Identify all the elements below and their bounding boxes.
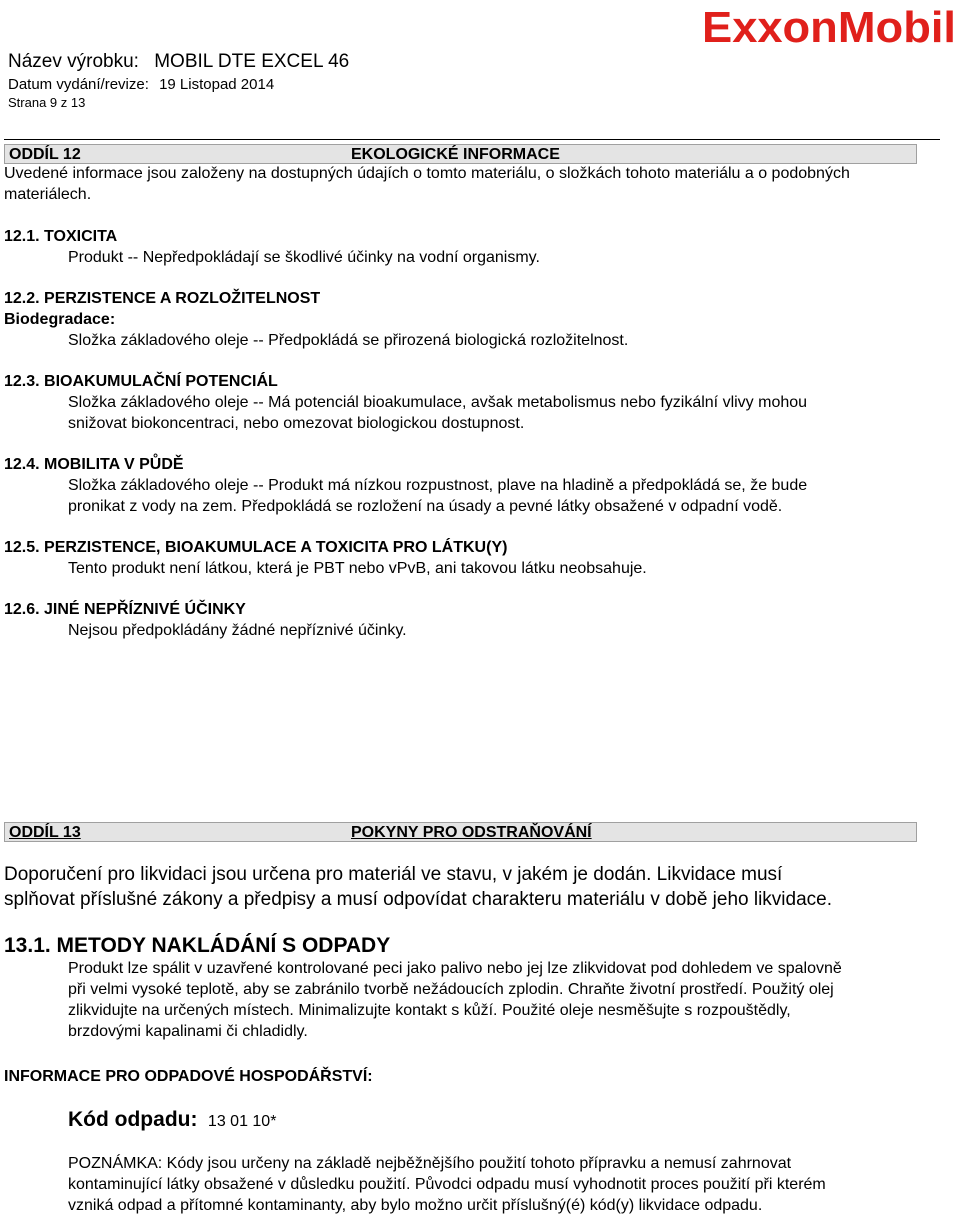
revision-date-value: 19 Listopad 2014: [159, 76, 275, 93]
section-13-intro-line2: splňovat příslušné zákony a předpisy a musí odpovídat charakteru materiálu v době jeho likvidace.: [4, 889, 833, 910]
section-12-3-heading: 12.3. BIOAKUMULAČNÍ POTENCIÁL: [4, 373, 278, 390]
exxonmobil-logo-text: ExxonMobil: [702, 3, 956, 52]
section-12-6-heading: 12.6. JINÉ NEPŘÍZNIVÉ ÚČINKY: [4, 601, 246, 618]
note-line3: vzniká odpad a přítomné kontaminanty, aby bylo možno určit příslušný(é) kód(y) likvidace odpadu.: [68, 1197, 763, 1214]
section-12-5-heading: 12.5. PERZISTENCE, BIOAKUMULACE A TOXICITA PRO LÁTKU(Y): [4, 539, 508, 556]
header-divider: [4, 139, 940, 140]
section-13-title: POKYNY PRO ODSTRAŇOVÁNÍ: [351, 824, 592, 841]
section-12-title: EKOLOGICKÉ INFORMACE: [351, 146, 560, 163]
section-13-header: [4, 822, 917, 842]
section-12-5-text: Tento produkt není látkou, která je PBT nebo vPvB, ani takovou látku neobsahuje.: [68, 560, 647, 577]
waste-info-heading: INFORMACE PRO ODPADOVÉ HOSPODÁŘSTVÍ:: [4, 1068, 373, 1085]
waste-code-label: Kód odpadu:: [68, 1108, 198, 1131]
section-13-1-line4: brzdovými kapalinami či chladidly.: [68, 1023, 308, 1040]
waste-code-line: [68, 1108, 276, 1132]
product-name-line: [8, 51, 349, 73]
section-12-1-heading: 12.1. TOXICITA: [4, 228, 118, 245]
section-12-3-line2: snižovat biokoncentraci, nebo omezovat biologickou dostupnost.: [68, 415, 525, 432]
revision-date-line: [8, 76, 274, 93]
section-13-1-line2: při velmi vysoké teplotě, aby se zabránilo tvorbě nežádoucích zplodin. Chraňte životní prostředí. Použitý olej: [68, 981, 834, 998]
section-12-1-text: Produkt -- Nepředpokládají se škodlivé účinky na vodní organismy.: [68, 249, 540, 266]
section-12-3-line1: Složka základového oleje -- Má potenciál bioakumulace, avšak metabolismus nebo fyzikální vlivy mohou: [68, 394, 808, 411]
section-13-1-heading: 13.1. METODY NAKLÁDÁNÍ S ODPADY: [4, 934, 391, 957]
section-12-header: [4, 144, 917, 164]
biodegradation-label: Biodegradace:: [4, 311, 116, 328]
section-13-number: ODDÍL 13: [9, 824, 81, 841]
section-12-4-heading: 12.4. MOBILITA V PŮDĚ: [4, 456, 184, 473]
section-13-1-line1: Produkt lze spálit v uzavřené kontrolované peci jako palivo nebo jej lze zlikvidovat pod dohledem ve spalovně: [68, 960, 842, 977]
section-12-intro-line1: Uvedené informace jsou založeny na dostupných údajích o tomto materiálu, o složkách tohoto materiálu a o podobných: [4, 165, 850, 182]
page-number: Strana 9 z 13: [8, 95, 86, 110]
note-line1: POZNÁMKA: Kódy jsou určeny na základě nejběžnějšího použití tohoto přípravku a nemusí zahrnovat: [68, 1155, 792, 1172]
section-13-1-line3: zlikvidujte na určených místech. Minimalizujte kontakt s kůží. Použité oleje nesměšujte s rozpouštědly,: [68, 1002, 791, 1019]
section-12-intro-line2: materiálech.: [4, 186, 92, 203]
section-12-number: ODDÍL 12: [9, 146, 81, 163]
section-12-6-text: Nejsou předpokládány žádné nepříznivé účinky.: [68, 622, 407, 639]
waste-code-value: 13 01 10*: [207, 1113, 277, 1130]
note-line2: kontaminující látky obsažené v důsledku použití. Původci odpadu musí vyhodnotit proces použití při kterém: [68, 1176, 826, 1193]
product-label: Název výrobku:: [8, 51, 139, 72]
revision-date-label: Datum vydání/revize:: [8, 76, 149, 93]
section-12-4-line1: Složka základového oleje -- Produkt má nízkou rozpustnost, plave na hladině a předpokládá se, že bude: [68, 477, 808, 494]
section-13-intro-line1: Doporučení pro likvidaci jsou určena pro materiál ve stavu, v jakém je dodán. Likvidace musí: [4, 864, 783, 885]
section-12-4-line2: pronikat z vody na zem. Předpokládá se rozložení na úsady a pevné látky obsažené v odpadní vodě.: [68, 498, 783, 515]
section-12-2-heading: 12.2. PERZISTENCE A ROZLOŽITELNOST: [4, 290, 321, 307]
product-name: MOBIL DTE EXCEL 46: [154, 51, 350, 72]
exxonmobil-logo: [698, 0, 960, 52]
section-12-2-text: Složka základového oleje -- Předpokládá se přirozená biologická rozložitelnost.: [68, 332, 629, 349]
